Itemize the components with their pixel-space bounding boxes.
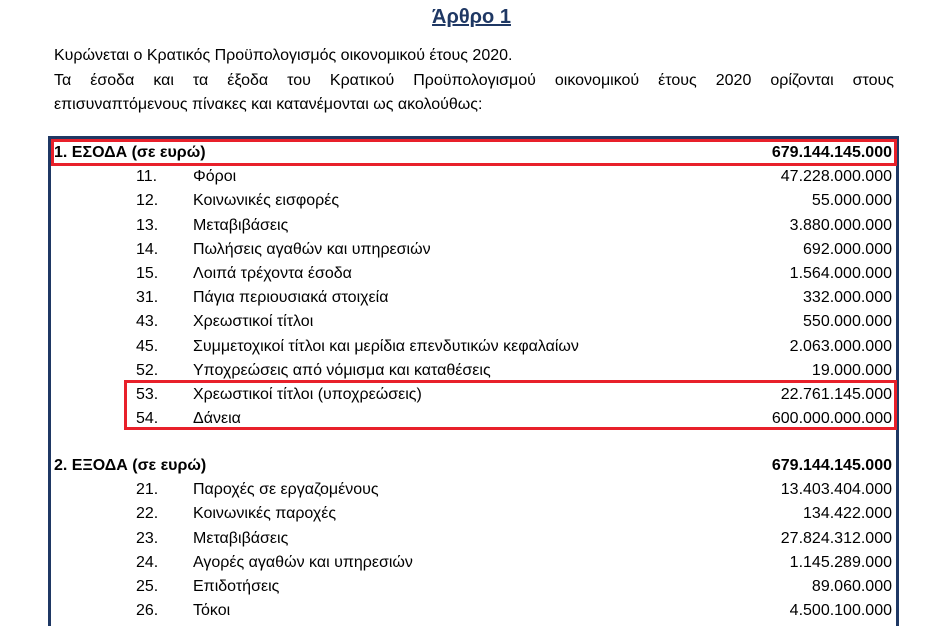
table-row <box>54 238 892 262</box>
row-code: 31. <box>136 289 159 307</box>
row-amount: 22.761.145.000 <box>780 386 892 403</box>
revenue-total: 679.144.145.000 <box>771 144 892 161</box>
row-code: 11. <box>136 168 158 186</box>
row-code: 25. <box>136 578 159 595</box>
intro-paragraph <box>54 69 894 117</box>
row-label: Αγορές αγαθών και υπηρεσιών <box>193 553 413 571</box>
row-code: 23. <box>136 529 159 547</box>
table-row <box>54 335 892 359</box>
row-label: Παροχές σε εργαζομένους <box>193 481 379 499</box>
row-code: 12. <box>136 192 159 210</box>
intro-line-1: Κυρώνεται ο Κρατικός Προϋπολογισμός οικονομικού έτους 2020. <box>54 47 513 64</box>
row-label: Πάγια περιουσιακά στοιχεία <box>193 289 389 307</box>
intro-line-2b: επισυναπτόμενους πίνακες και κατανέμονται ως ακολούθως: <box>54 96 483 113</box>
row-code: 22. <box>136 505 159 523</box>
table-row <box>54 502 892 526</box>
row-code: 24. <box>136 553 159 571</box>
table-row <box>54 214 892 238</box>
table-row <box>54 189 892 213</box>
table-row <box>54 286 892 310</box>
row-amount: 550.000.000 <box>803 313 892 331</box>
row-label: Κοινωνικές εισφορές <box>193 192 340 210</box>
row-label: Μεταβιβάσεις <box>193 216 289 234</box>
row-code: 53. <box>136 386 159 403</box>
table-row <box>54 262 892 286</box>
row-amount: 47.228.000.000 <box>780 168 892 186</box>
row-amount: 27.824.312.000 <box>780 529 892 547</box>
row-code: 26. <box>136 602 159 620</box>
row-label: Κοινωνικές παροχές <box>193 505 337 523</box>
row-label: Φόροι <box>193 168 237 186</box>
intro-line-2a: Τα έσοδα και τα έξοδα του Κρατικού Προϋπολογισμού οικονομικού έτους 2020 ορίζονται στους <box>54 72 894 89</box>
row-amount: 2.063.000.000 <box>789 337 892 355</box>
row-label: Χρεωστικοί τίτλοι (υποχρεώσεις) <box>193 386 422 403</box>
row-amount: 55.000.000 <box>811 192 892 210</box>
row-code: 13. <box>136 216 159 234</box>
row-label: Τόκοι <box>193 602 231 620</box>
table-row <box>54 575 892 599</box>
table-row <box>54 478 892 502</box>
highlight-debt-items <box>124 380 897 430</box>
row-amount: 19.000.000 <box>811 361 892 379</box>
row-amount: 134.422.000 <box>803 505 892 523</box>
table-row <box>54 165 892 189</box>
row-amount: 1.564.000.000 <box>789 265 892 282</box>
row-code: 21. <box>136 481 159 499</box>
row-amount: 3.880.000.000 <box>789 216 892 234</box>
row-label: Μεταβιβάσεις <box>193 529 289 547</box>
row-amount: 13.403.404.000 <box>780 481 892 499</box>
row-code: 15. <box>136 265 159 282</box>
row-amount: 600.000.000.000 <box>771 410 892 428</box>
revenue-heading: 1. ΕΣΟΔΑ (σε ευρώ) <box>54 144 206 161</box>
article-title: Άρθρο 1 <box>432 6 511 28</box>
row-label: Δάνεια <box>193 410 241 428</box>
row-label: Λοιπά τρέχοντα έσοδα <box>193 265 352 282</box>
row-label: Επιδοτήσεις <box>193 578 280 595</box>
row-amount: 4.500.100.000 <box>789 602 892 620</box>
table-row <box>54 310 892 334</box>
row-code: 14. <box>136 240 159 258</box>
row-label: Χρεωστικοί τίτλοι <box>193 313 314 331</box>
row-code: 54. <box>136 410 159 428</box>
row-label: Συμμετοχικοί τίτλοι και μερίδια επενδυτικών κεφαλαίων <box>193 337 579 355</box>
row-label: Υποχρεώσεις από νόμισμα και καταθέσεις <box>193 361 491 379</box>
expenses-total: 679.144.145.000 <box>771 457 892 474</box>
row-amount: 332.000.000 <box>803 289 892 307</box>
highlight-revenue-total <box>51 139 897 166</box>
row-amount: 89.060.000 <box>811 578 892 595</box>
table-row <box>54 551 892 575</box>
row-code: 52. <box>136 361 159 379</box>
row-code: 43. <box>136 313 159 331</box>
row-label: Πωλήσεις αγαθών και υπηρεσιών <box>193 240 431 258</box>
row-code: 45. <box>136 337 159 355</box>
row-amount: 1.145.289.000 <box>789 553 892 571</box>
table-row <box>54 527 892 551</box>
row-amount: 692.000.000 <box>803 240 892 258</box>
expenses-heading: 2. ΕΞΟΔΑ (σε ευρώ) <box>54 457 207 474</box>
table-row <box>54 599 892 623</box>
expenses-section-header <box>54 454 892 478</box>
